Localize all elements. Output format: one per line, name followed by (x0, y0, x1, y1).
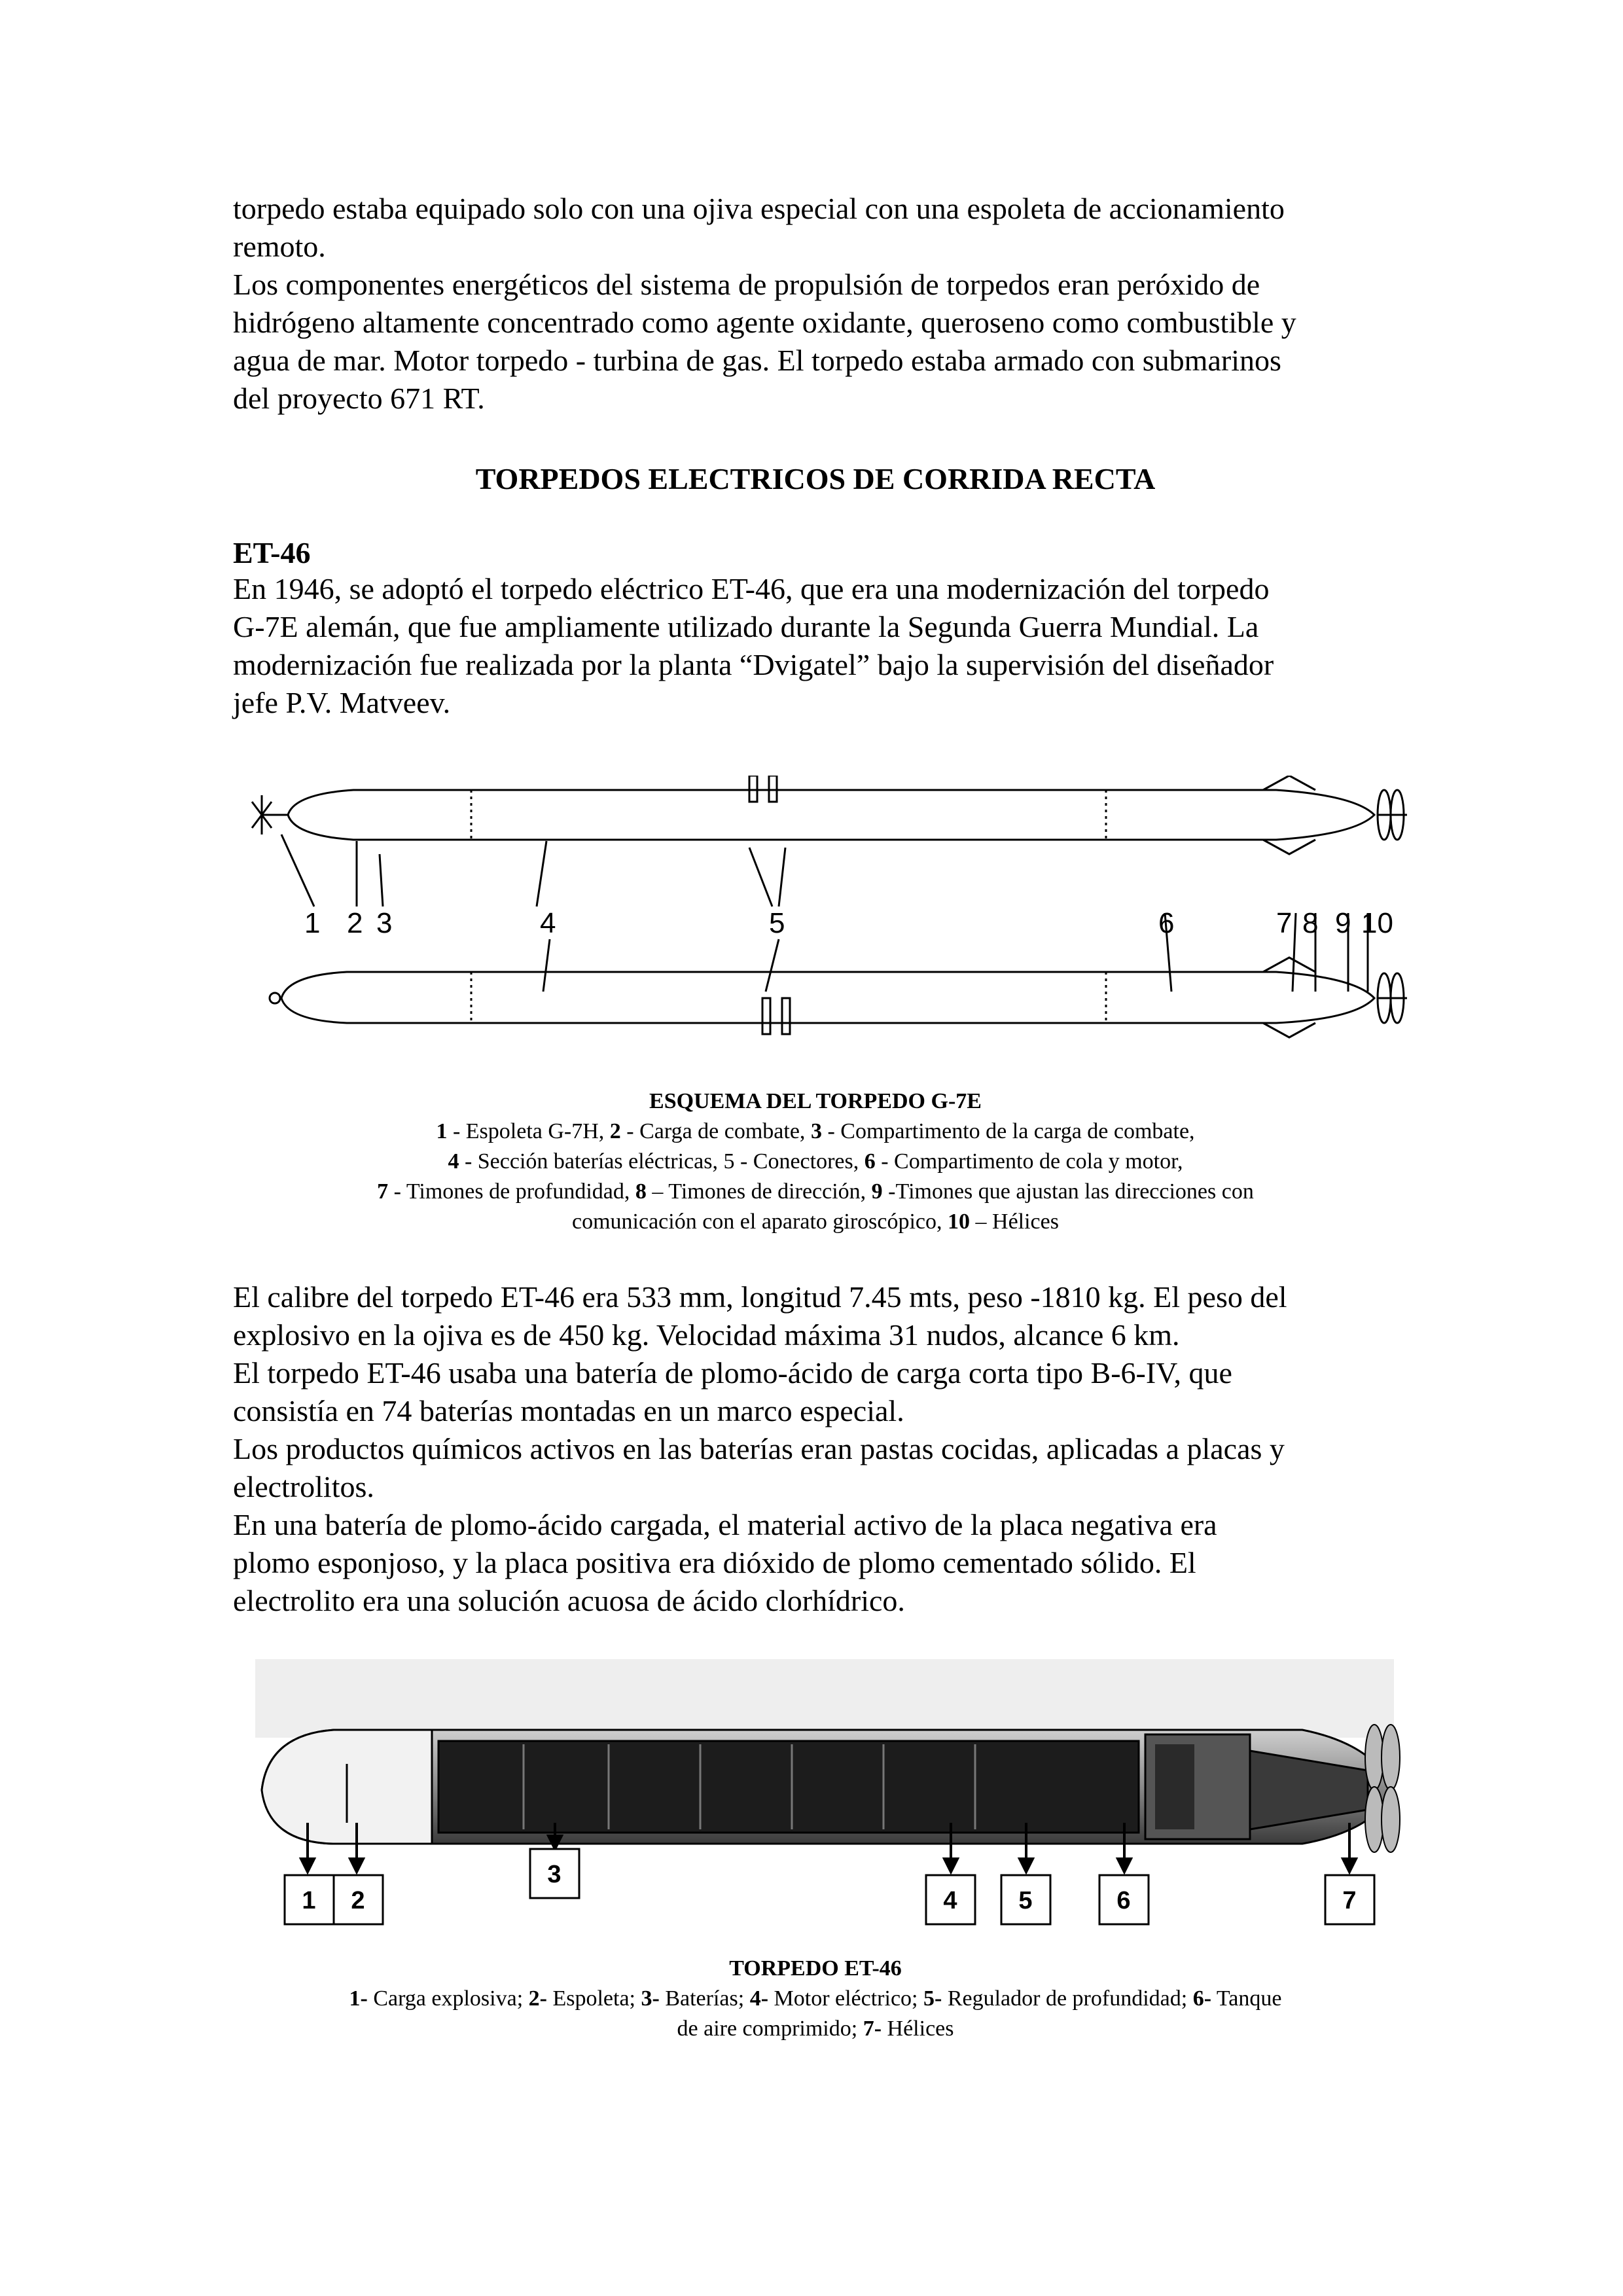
specs-line: electrolito era una solución acuosa de ácido clorhídrico. (233, 1584, 905, 1617)
intro-line: torpedo estaba equipado solo con una ojiva especial con una espoleta de accionamiento (233, 192, 1285, 225)
section-title: TORPEDOS ELECTRICOS DE CORRIDA RECTA (475, 462, 1156, 495)
et46-heading: ET-46 (233, 536, 311, 569)
g7e-caption-line: 1 - Espoleta G-7H, 2 - Carga de combate, 3 - Compartimento de la carga de combate, (436, 1119, 1195, 1143)
g7e-label: 4 (540, 907, 556, 939)
et46-box-label: 4 (943, 1887, 957, 1914)
specs-line: En una batería de plomo-ácido cargada, el material activo de la placa negativa era (233, 1508, 1217, 1541)
et46-box-label: 3 (547, 1861, 562, 1888)
g7e-label: 10 (1361, 907, 1393, 939)
et46-cutaway-figure (242, 1653, 1407, 1934)
g7e-upper-hull (288, 790, 1374, 840)
et46-line: En 1946, se adoptó el torpedo eléctrico ET-46, que era una modernización del torpedo (233, 572, 1270, 605)
specs-line: electrolitos. (233, 1470, 374, 1503)
intro-paragraph (233, 190, 1398, 418)
g7e-label: 2 (347, 907, 363, 939)
g7e-lower-hull (281, 972, 1374, 1023)
g7e-label: 6 (1158, 907, 1175, 939)
intro-line: Los componentes energéticos del sistema de propulsión de torpedos eran peróxido de (233, 268, 1260, 301)
intro-line: hidrógeno altamente concentrado como agente oxidante, queroseno como combustible y (233, 306, 1296, 339)
g7e-label: 1 (304, 907, 321, 939)
specs-line: El calibre del torpedo ET-46 era 533 mm, longitud 7.45 mts, peso -1810 kg. El peso del (233, 1280, 1287, 1314)
et46-box-label: 1 (302, 1887, 316, 1914)
et46-caption (233, 1954, 1398, 2044)
g7e-caption-title: ESQUEMA DEL TORPEDO G-7E (649, 1089, 982, 1113)
et46-caption-line: 1- Carga explosiva; 2- Espoleta; 3- Baterías; 4- Motor eléctrico; 5- Regulador de profundidad; 6- Tanque (349, 1986, 1282, 2011)
g7e-schematic-figure (242, 776, 1407, 1064)
specs-paragraph (233, 1278, 1398, 1620)
et46-line: jefe P.V. Matveev. (233, 686, 451, 719)
specs-line: explosivo en la ojiva es de 450 kg. Velocidad máxima 31 nudos, alcance 6 km. (233, 1318, 1180, 1352)
et46-line: modernización fue realizada por la planta “Dvigatel” bajo la supervisión del diseñador (233, 648, 1274, 681)
intro-line: remoto. (233, 230, 326, 263)
et46-box-label: 6 (1116, 1887, 1131, 1914)
g7e-label: 7 (1276, 907, 1293, 939)
et46-caption-line: de aire comprimido; 7- Hélices (677, 2017, 954, 2041)
g7e-label: 5 (769, 907, 785, 939)
et46-caption-title: TORPEDO ET-46 (729, 1956, 902, 1981)
g7e-caption-line: 4 - Sección baterías eléctricas, 5 - Conectores, 6 - Compartimento de cola y motor, (448, 1149, 1183, 1174)
et46-line: G-7E alemán, que fue ampliamente utilizado durante la Segunda Guerra Mundial. La (233, 610, 1259, 643)
et46-box-label: 7 (1342, 1887, 1357, 1914)
et46-box-label: 5 (1018, 1887, 1033, 1914)
et46-box-label: 2 (351, 1887, 365, 1914)
g7e-label: 8 (1302, 907, 1319, 939)
g7e-caption (233, 1086, 1398, 1237)
g7e-caption-line: 7 - Timones de profundidad, 8 – Timones de dirección, 9 -Timones que ajustan las direcciones con (377, 1179, 1254, 1204)
g7e-label: 3 (376, 907, 393, 939)
intro-line: agua de mar. Motor torpedo - turbina de gas. El torpedo estaba armado con submarinos (233, 344, 1281, 377)
specs-line: consistía en 74 baterías montadas en un marco especial. (233, 1394, 904, 1427)
specs-line: Los productos químicos activos en las baterías eran pastas cocidas, aplicadas a placas y (233, 1432, 1285, 1465)
g7e-label: 9 (1335, 907, 1351, 939)
intro-line: del proyecto 671 RT. (233, 382, 485, 415)
specs-line: El torpedo ET-46 usaba una batería de plomo-ácido de carga corta tipo B-6-IV, que (233, 1356, 1232, 1390)
specs-line: plomo esponjoso, y la placa positiva era dióxido de plomo cementado sólido. El (233, 1546, 1196, 1579)
g7e-caption-line: comunicación con el aparato giroscópico, 10 – Hélices (572, 1210, 1059, 1234)
